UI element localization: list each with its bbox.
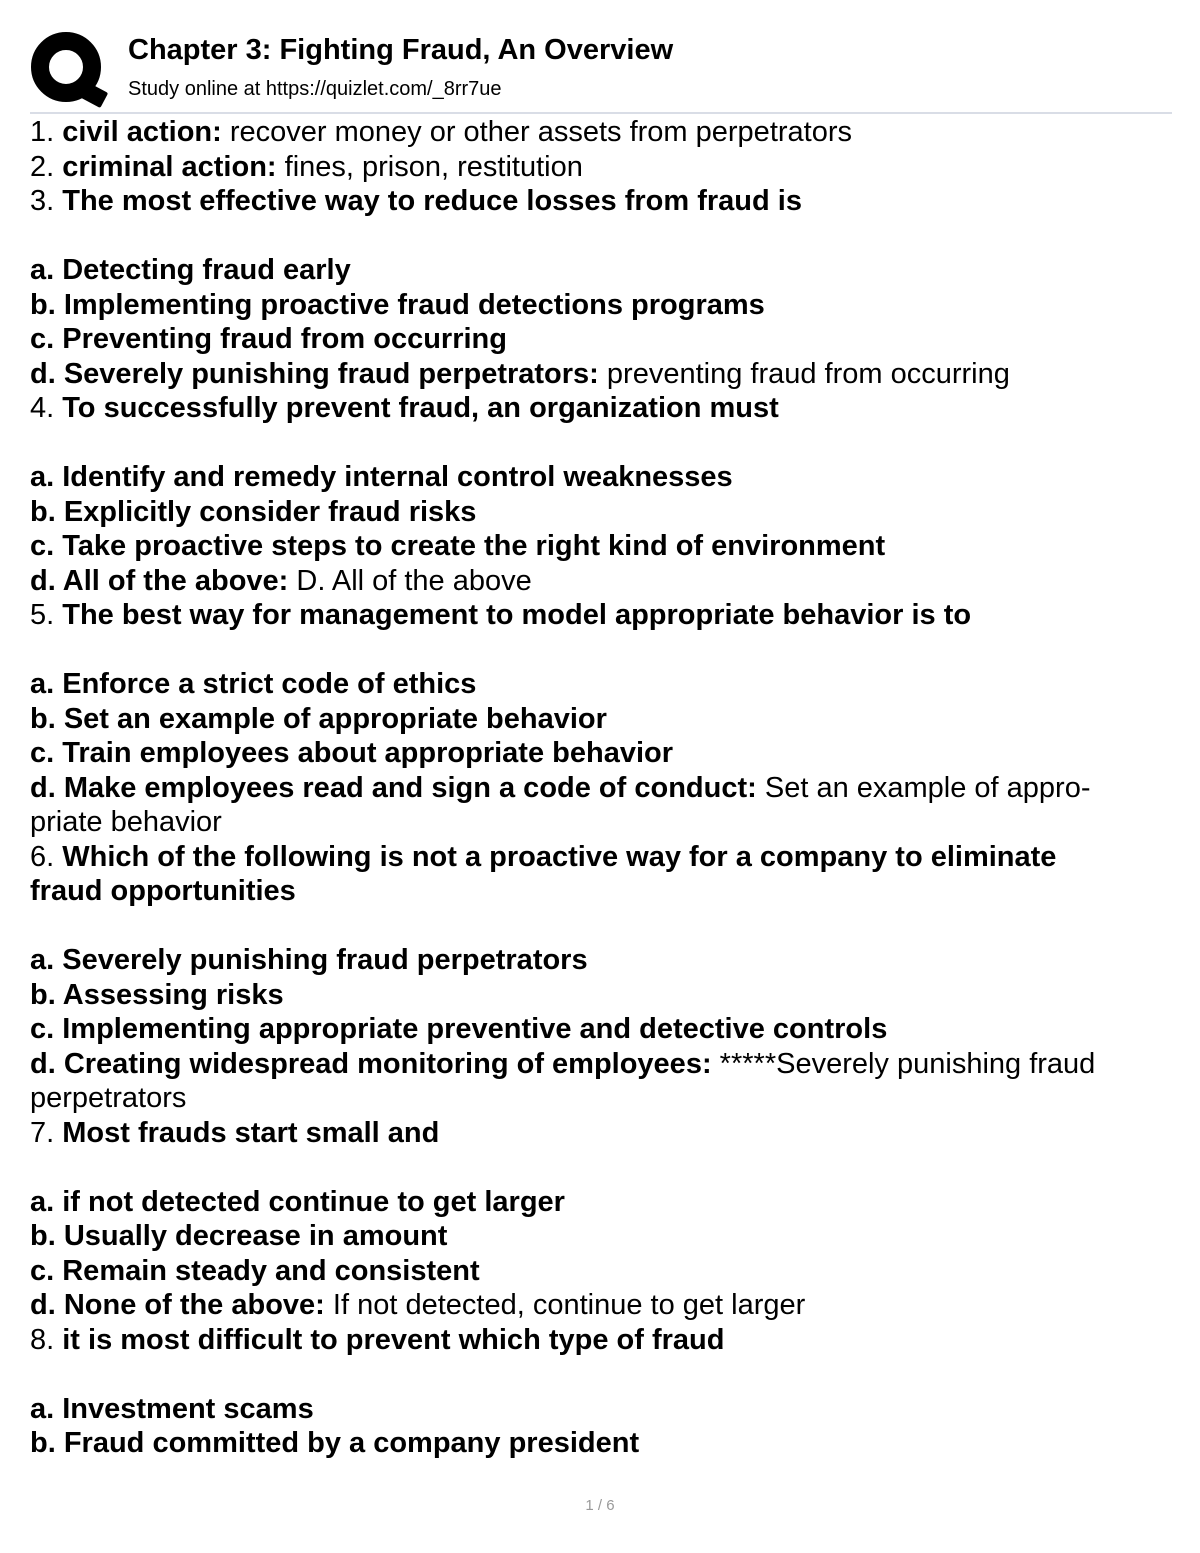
- option: b. Explicitly consider fraud risks: [30, 495, 477, 528]
- option: c. Preventing fraud from occurring: [30, 323, 507, 355]
- option: b. Implementing proactive fraud detections programs: [30, 288, 765, 321]
- card-1: 1. civil action: recover money or other assets from perpetrators: [30, 116, 852, 148]
- option: b. Fraud committed by a company president: [30, 1427, 640, 1459]
- option-with-answer: d. Creating widespread monitoring of employees: *****Severely punishing fraud: [30, 1047, 1096, 1080]
- option-with-answer: d. None of the above: If not detected, continue to get larger: [30, 1289, 806, 1321]
- card-term: criminal action:: [62, 150, 277, 183]
- option-with-answer: d. All of the above: D. All of the above: [30, 564, 532, 597]
- answer-continued: perpetrators: [30, 1082, 187, 1114]
- answer: D. All of the above: [296, 564, 532, 597]
- option: b. Usually decrease in amount: [30, 1220, 448, 1252]
- page-number: 1 / 6: [585, 1497, 615, 1514]
- card-definition: fines, prison, restitution: [284, 150, 583, 183]
- option-with-answer: d. Make employees read and sign a code of conduct: Set an example of appro-: [30, 771, 1091, 804]
- option: c. Remain steady and consistent: [30, 1254, 480, 1287]
- page-header: [30, 30, 1172, 114]
- blank-line: [30, 219, 1180, 254]
- option: a. Enforce a strict code of ethics: [30, 668, 477, 700]
- card-3-question: 3. The most effective way to reduce losses from fraud is: [30, 185, 802, 217]
- card-5-question: 5. The best way for management to model appropriate behavior is to: [30, 599, 972, 631]
- page-title: Chapter 3: Fighting Fraud, An Overview: [128, 34, 674, 66]
- card-term: civil action:: [62, 116, 222, 148]
- option: c. Take proactive steps to create the right kind of environment: [30, 530, 886, 562]
- flashcard-list: [30, 115, 1180, 1461]
- card-2: 2. criminal action: fines, prison, restitution: [30, 150, 583, 183]
- card-7-question: 7. Most frauds start small and: [30, 1116, 440, 1149]
- answer-continued: priate behavior: [30, 806, 222, 838]
- quizlet-logo-icon: [30, 30, 108, 108]
- answer: preventing fraud from occurring: [606, 357, 1010, 390]
- blank-line: [30, 1150, 1180, 1185]
- card-4-question: 4. To successfully prevent fraud, an organization must: [30, 392, 779, 424]
- option: b. Assessing risks: [30, 978, 284, 1011]
- option: a. Investment scams: [30, 1392, 314, 1425]
- answer: If not detected, continue to get larger: [332, 1289, 806, 1321]
- answer: Set an example of appro-: [764, 771, 1091, 804]
- blank-line: [30, 426, 1180, 461]
- blank-line: [30, 1357, 1180, 1392]
- option: a. Detecting fraud early: [30, 254, 351, 286]
- card-definition: recover money or other assets from perpetrators: [229, 116, 852, 148]
- blank-line: [30, 909, 1180, 944]
- option: a. if not detected continue to get larger: [30, 1185, 565, 1218]
- option: a. Identify and remedy internal control weaknesses: [30, 461, 733, 493]
- study-online-link[interactable]: Study online at https://quizlet.com/_8rr7ue: [128, 78, 502, 100]
- card-8-question: 8. it is most difficult to prevent which type of fraud: [30, 1323, 725, 1356]
- option: b. Set an example of appropriate behavior: [30, 702, 607, 735]
- answer: *****Severely punishing fraud: [719, 1047, 1096, 1080]
- blank-line: [30, 633, 1180, 668]
- question-continued: fraud opportunities: [30, 875, 296, 907]
- option: a. Severely punishing fraud perpetrators: [30, 944, 588, 976]
- option-with-answer: d. Severely punishing fraud perpetrators: preventing fraud from occurring: [30, 357, 1010, 390]
- option: c. Implementing appropriate preventive and detective controls: [30, 1013, 888, 1045]
- option: c. Train employees about appropriate behavior: [30, 737, 674, 769]
- card-6-question: 6. Which of the following is not a proactive way for a company to eliminate: [30, 840, 1057, 873]
